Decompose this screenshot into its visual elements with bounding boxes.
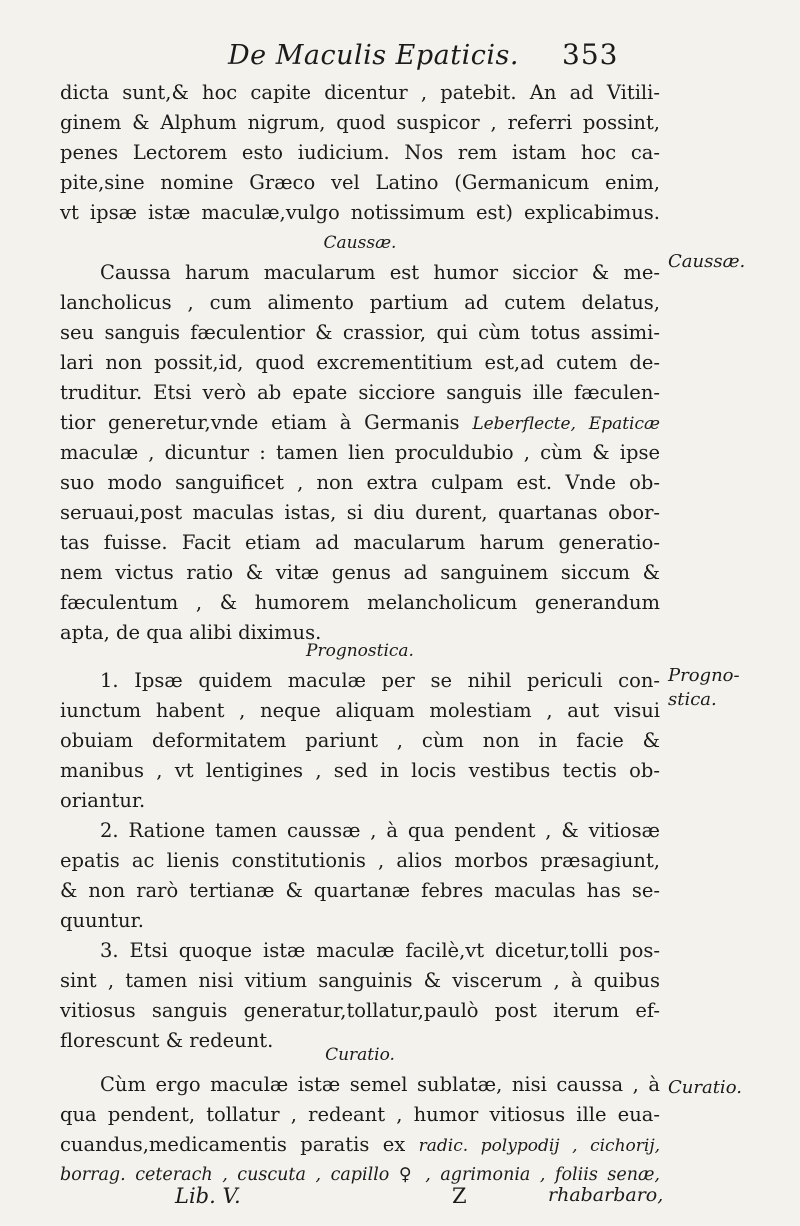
section-heading: Curatio. [325,1045,395,1065]
text-line: dicta sunt,& hoc capite dicentur , patebit. An ad Vitili- [60,81,660,104]
text-line: seruaui,post maculas istas, si diu durent, quartanas obor- [60,501,660,524]
text-line: penes Lectorem esto iudicium. Nos rem istam hoc ca- [60,141,660,164]
text-line: vitiosus sanguis generatur,tollatur,paulò post iterum ef- [60,999,660,1022]
text-line-mixed [60,1130,660,1160]
text-line: oriantur. [60,789,146,812]
italic-term: Leberflecte, [472,414,576,434]
signature-mark: Lib. V. [175,1184,241,1208]
page-header [60,38,660,78]
text-line: 2. Ratione tamen caussæ , à qua pendent , & vitiosæ [100,819,660,842]
margin-note-prognostica [668,664,740,712]
opening-paragraph [60,78,660,228]
text-line: Caussa harum macularum est humor siccior & me- [100,261,660,284]
text-line: Cùm ergo maculæ istæ semel sublatæ, nisi caussa , à [100,1073,660,1096]
section-heading: Caussæ. [323,233,397,253]
margin-note-curatio: Curatio. [668,1077,742,1098]
text-line: qua pendent, tollatur , redeant , humor vitiosus ille eua- [60,1103,660,1126]
text-line: obuiam deformitatem pariunt , cùm non in facie & [60,729,660,752]
text-line: pite,sine nomine Græco vel Latino (Germanicum enim, [60,171,660,194]
section-heading: Prognostica. [306,641,414,661]
text-line: 3. Etsi quoque istæ maculæ facilè,vt dicetur,tolli pos- [100,939,660,962]
text-line: manibus , vt lentigines , sed in locis vestibus tectis ob- [60,759,660,782]
margin-note-line: Progno- [668,665,740,686]
text-line: florescunt & redeunt. [60,1029,274,1052]
text-line: lari non possit,id, quod excrementitium est,ad cutem de- [60,351,660,374]
text-line: quuntur. [60,909,144,932]
text-line: sint , tamen nisi vitium sanguinis & viscerum , à quibus [60,969,660,992]
section-curatio [60,1040,660,1190]
text-line: suo modo sanguificet , non extra culpam est. Vnde ob- [60,471,660,494]
text-segment: cuandus,medicamentis paratis ex [60,1133,406,1156]
text-line: epatis ac lienis constitutionis , alios morbos præsagiunt, [60,849,660,872]
text-line-mixed [60,408,660,438]
text-line: truditur. Etsi verò ab epate sicciore sanguis ille fæculen- [60,381,660,404]
page-number: 353 [562,38,619,71]
section-prognostica [60,636,660,1056]
text-line: borrag. ceterach , cuscuta , capillo ♀ , agrimonia , foliis senæ, [60,1165,660,1185]
section-caussae [60,228,660,648]
running-title: De Maculis Epaticis. [228,40,519,71]
text-line: apta, de qua alibi diximus. [60,621,322,644]
text-segment: tior generetur,vnde etiam à Germanis [60,411,460,434]
text-line: & non rarò tertianæ & quartanæ febres maculas has se- [60,879,660,902]
text-line: 1. Ipsæ quidem maculæ per se nihil periculi con- [100,669,660,692]
italic-term: radic. polypodij , cichorij, [418,1136,660,1156]
italic-term: Epaticæ [588,414,660,434]
text-line: fæculentum , & humorem melancholicum generandum [60,591,660,614]
text-line: ginem & Alphum nigrum, quod suspicor , referri possint, [60,111,660,134]
gathering-mark: Z [452,1184,467,1208]
text-line: seu sanguis fæculentior & crassior, qui cùm totus assimi- [60,321,660,344]
margin-note-line: stica. [668,689,717,710]
text-line: tas fuisse. Facit etiam ad macularum harum generatio- [60,531,660,554]
catchword: rhabarbaro, [548,1184,664,1206]
text-line: maculæ , dicuntur : tamen lien proculdubio , cùm & ipse [60,441,660,464]
text-line: nem victus ratio & vitæ genus ad sanguinem siccum & [60,561,660,584]
text-line: vt ipsæ istæ maculæ,vulgo notissimum est) explicabimus. [60,201,660,224]
margin-note-caussae: Caussæ. [668,251,746,272]
text-line: iunctum habent , neque aliquam molestiam , aut visui [60,699,660,722]
text-line: lancholicus , cum alimento partium ad cutem delatus, [60,291,660,314]
